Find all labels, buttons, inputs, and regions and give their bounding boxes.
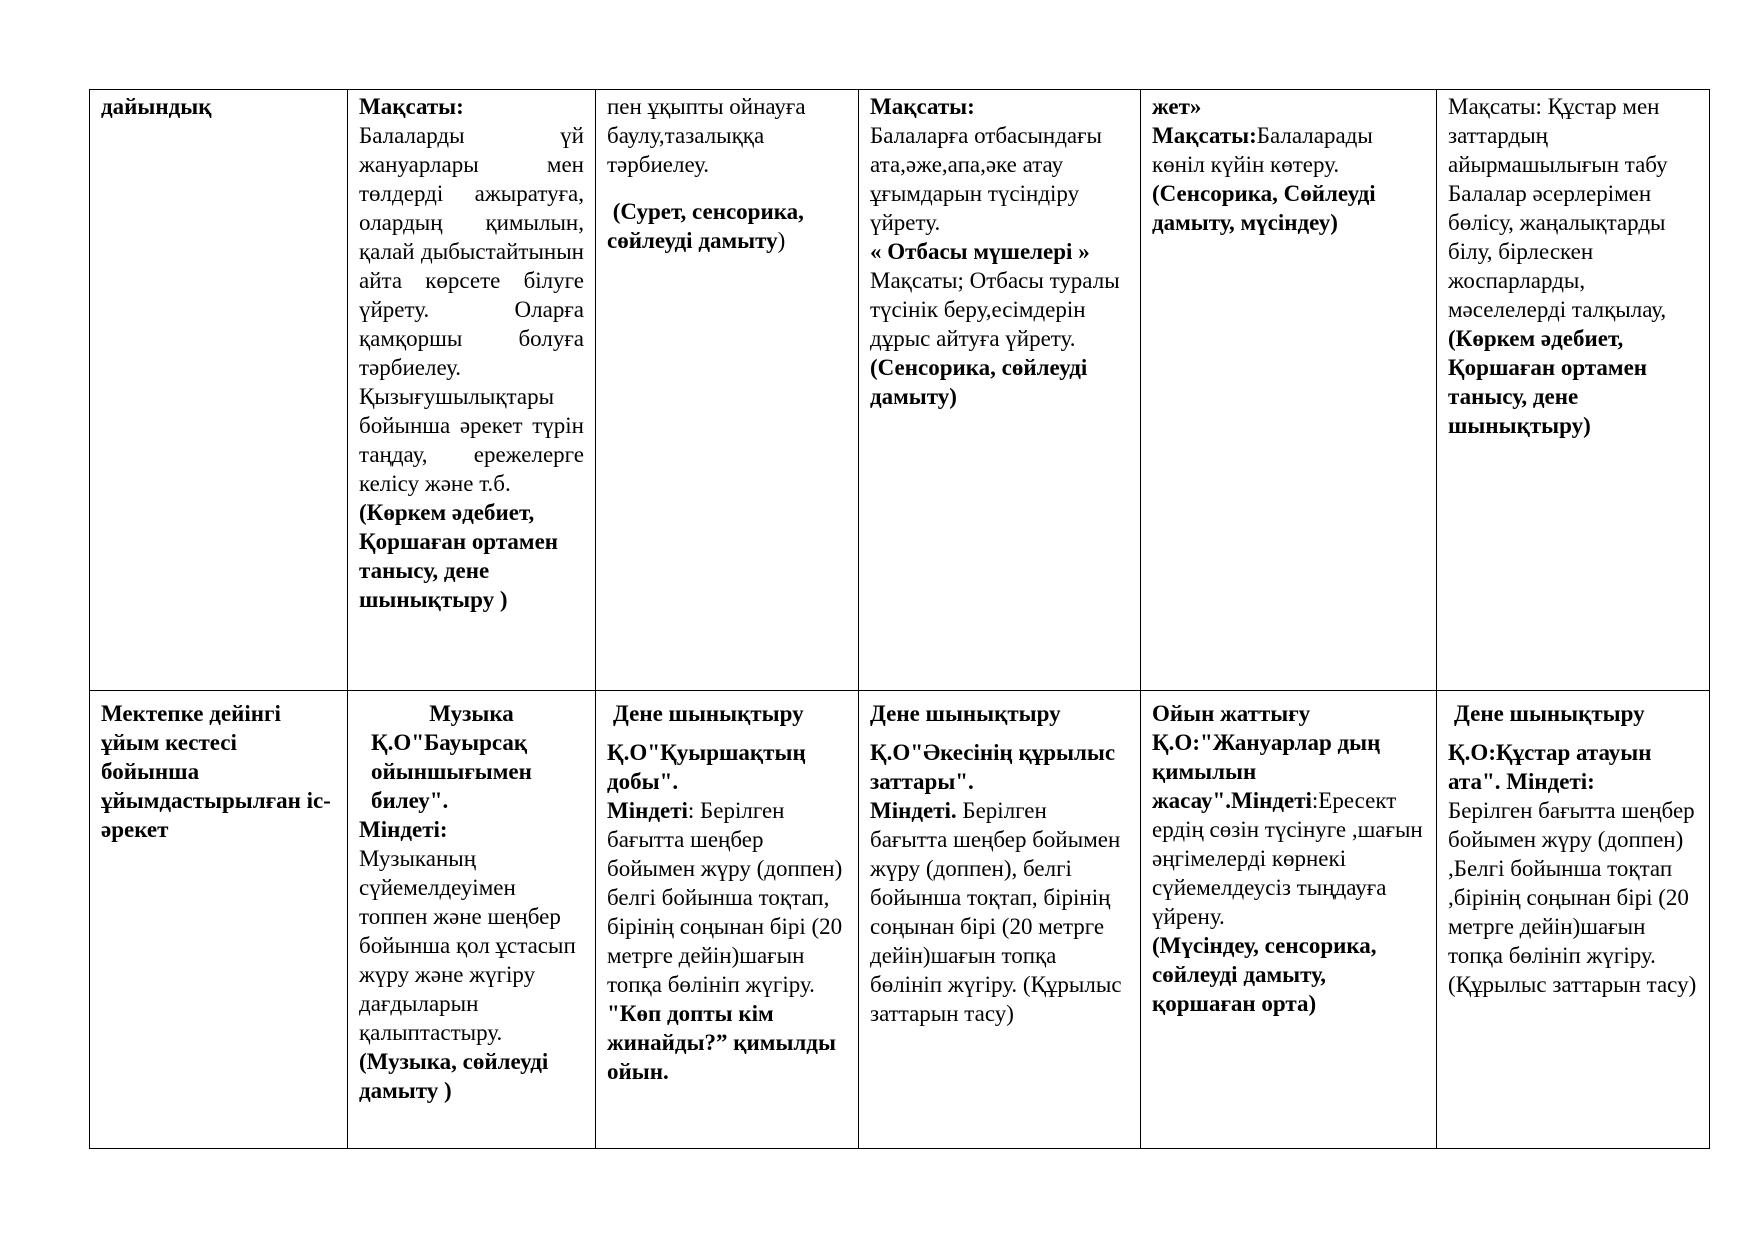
spacer	[870, 728, 1129, 738]
activity-subject: Ойын жаттығу	[1152, 701, 1311, 726]
table-row-organized-activity	[90, 691, 1710, 1149]
education-areas-close: )	[777, 228, 786, 253]
row-header-cell	[90, 90, 348, 691]
task-text: Берілген бағытта шеңбер бойымен жүру (доппен), белгі бойынша тоқтап, бірінің соңынан бірі (20 метрге дейін)шағын топқа бөлініп жүгіру. (Құрылыс заттарын тасу)	[870, 798, 1122, 1026]
spacer	[607, 179, 847, 197]
task-label: Міндеті:	[359, 817, 448, 842]
task-line	[870, 796, 1129, 1028]
activity-title-line	[1152, 728, 1425, 931]
goal-text: пен ұқыпты ойнауға баулу,тазалыққа тәрбиелеу.	[607, 94, 806, 177]
activity-title: Қ.О:"Жануарлар дың қимылын жасау".	[1152, 730, 1381, 813]
task-label: Міндеті.	[870, 798, 957, 823]
task-text: : Берілген бағытта шеңбер бойымен жүру (доппен) белгі бойынша тоқтап, бірінің соңынан бірі (20 метрге дейін)шағын топқа бөлініп жүгіру.	[607, 798, 843, 997]
cell-thursday-activity	[1141, 691, 1437, 1149]
activity-subject: Дене шынықтыру	[870, 701, 1061, 726]
activity-title-line	[1448, 738, 1698, 796]
row-header-cell	[90, 691, 348, 1149]
movement-game: "Көп допты кім жинайды?” қимылды ойын.	[607, 1001, 836, 1084]
cell-thursday-goal	[1141, 90, 1437, 691]
task-line	[607, 796, 847, 999]
activity-title: Қ.О"Әкесінің құрылыс заттары".	[870, 740, 1116, 794]
activity-subject: Дене шынықтыру	[613, 701, 804, 726]
goal-text: Мақсаты: Құстар мен заттардың айырмашылығын табу	[1448, 94, 1668, 177]
spacer	[1448, 728, 1698, 738]
cell-monday-activity	[348, 691, 596, 1149]
activity-title: Қ.О"Бауырсақ ойыншығымен билеу".	[371, 730, 532, 813]
topic-title: « Отбасы мүшелері »	[870, 239, 1090, 264]
education-areas: (Көркем әдебиет, Қоршаған ортамен танысу, дене шынықтыру )	[359, 500, 559, 612]
cell-tuesday-activity	[596, 691, 859, 1149]
education-areas: (Сенсорика, Сөйлеуді дамыту, мүсіндеу)	[1152, 181, 1376, 235]
row-header-organized-activity: Мектепке дейінгі ұйым кестесі бойынша ұйымдастырылған іс-әрекет	[101, 701, 331, 842]
activity-subject: Музыка	[429, 701, 514, 726]
row-header-preparation: дайындық	[101, 94, 212, 119]
goal-text-2: Қызығушылықтары бойынша әрекет түрін таңдау, ережелерге келісу және т.б.	[359, 384, 584, 496]
cell-tuesday-goal	[596, 90, 859, 691]
education-areas: (Көркем әдебиет, Қоршаған ортамен танысу, дене шынықтыру)	[1448, 326, 1648, 438]
goal-text: Балаларға отбасындағы ата,әже,апа,әке атау ұғымдарын түсіндіру үйрету.	[870, 123, 1103, 235]
task-label: Міндеті:	[1506, 769, 1595, 794]
spacer	[607, 728, 847, 738]
goal-heading: Мақсаты:	[359, 94, 464, 119]
goal-text-2: Балалар әсерлерімен бөлісу, жаңалықтарды білу, бірлескен жоспарларды, мәселелерді талқылау,	[1448, 181, 1667, 322]
goal-text: Балаларды үй жануарлары мен төлдерді ажыратуға, олардың қимылын, қалай дыбыстайтынын айта көрсете білуге үйрету. Оларға қамқоршы болуға тәрбиелеу.	[359, 123, 584, 380]
goal-line	[1152, 121, 1425, 179]
goal-heading: Мақсаты:	[1152, 123, 1257, 148]
cell-friday-goal	[1437, 90, 1710, 691]
task-text: :Ересект ердің сөзін түсінуге ,шағын әңгімелерді көрнекі сүйемелдеусіз тыңдауға үйрену.	[1152, 788, 1423, 929]
cell-wednesday-goal	[859, 90, 1141, 691]
goal-text-2: Мақсаты; Отбасы туралы түсінік беру,есімдерін дұрыс айтуға үйрету.	[870, 268, 1120, 351]
task-label: Міндеті	[1231, 788, 1312, 813]
education-areas-bold: (Сурет, сенсорика, сөйлеуді дамыту	[607, 199, 804, 253]
cell-friday-activity	[1437, 691, 1710, 1149]
activity-title: Қ.О"Қуыршақтың добы".	[607, 740, 806, 794]
education-areas: (Мүсіндеу, сенсорика, сөйлеуді дамыту, қоршаған орта)	[1152, 933, 1377, 1016]
cell-wednesday-activity	[859, 691, 1141, 1149]
education-areas: (Сенсорика, сөйлеуді дамыту)	[870, 355, 1088, 409]
goal-heading: Мақсаты:	[870, 94, 975, 119]
goal-text: Балаларады көніл күйін көтеру.	[1152, 123, 1373, 177]
activity-plan-table	[89, 89, 1710, 1149]
task-text: Музыканың сүйемелдеуімен топпен және шеңбер бойынша қол ұстасып жүру және жүгіру дағдыларын қалыптастыру.	[359, 846, 576, 1045]
topic-tail: жет»	[1152, 94, 1202, 119]
task-label: Міндеті	[607, 798, 688, 823]
table-row-preparation	[90, 90, 1710, 691]
education-areas	[607, 197, 847, 255]
education-areas: (Музыка, сөйлеуді дамыту )	[359, 1049, 549, 1103]
cell-monday-goal	[348, 90, 596, 691]
task-text: Берілген бағытта шеңбер бойымен жүру (доппен) ,Белгі бойынша тоқтап ,бірінің соңынан бірі (20 метрге дейін)шағын топқа бөлініп жүгіру. (Құрылыс заттарын тасу)	[1448, 798, 1697, 997]
activity-title: Қ.О:Құстар атауын ата".	[1448, 740, 1652, 794]
activity-subject: Дене шынықтыру	[1454, 701, 1645, 726]
